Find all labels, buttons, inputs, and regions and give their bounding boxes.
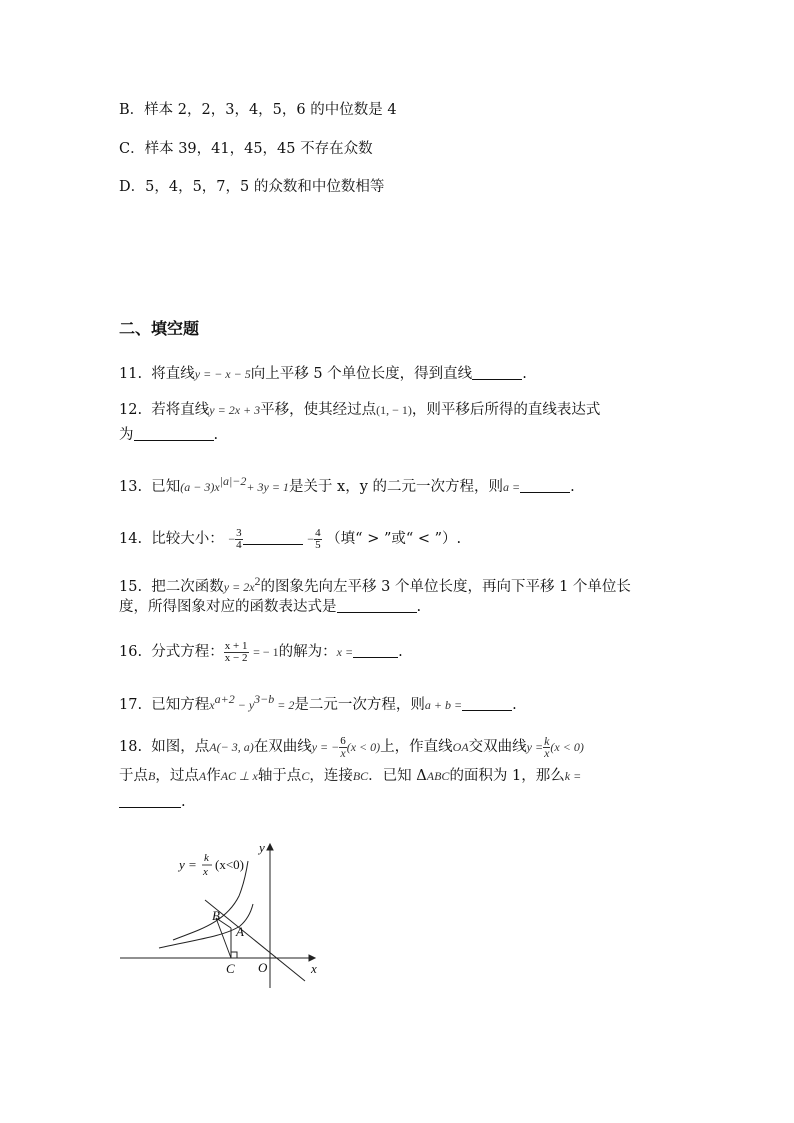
hyperbola-figure [115, 836, 335, 996]
line-oa [205, 900, 305, 981]
answer-blank[interactable] [134, 425, 214, 441]
question-18: 18. 如图，点A(− 3, a)在双曲线y = − $\frac{6}{x}$ (x < 0)上，作直线OA交双曲线y = $\frac{k}{x}$ (x < 0) [119, 733, 584, 760]
right-angle-mark [231, 952, 237, 958]
point-b-label: B [212, 908, 220, 923]
curve-label: y = [179, 857, 197, 872]
question-15-cont: 度，所得图象对应的函数表达式是 . [119, 599, 422, 615]
question-13: 13. 已知$(a - 3)x^{|a|-2}+ 3y = 1$是关于 x，y 的二元一次方程，则a = . [119, 474, 575, 495]
point-c-label: C [226, 961, 235, 976]
answer-blank[interactable] [353, 642, 398, 658]
question-16: 16. 分式方程： $\frac{x + 1}{x - 2}$ = − 1的解为：x = . [119, 639, 403, 664]
option-b: B．样本 2，2，3，4，5，6 的中位数是 4 [119, 102, 397, 118]
option-d: D．5，4，5，7，5 的众数和中位数相等 [119, 179, 385, 195]
question-14: 14. 比较大小： − $\frac{3}{4}$ − $\frac{4}{5}$ （填“ > ”或“ < ”）. [119, 526, 462, 551]
svg-text:k: k [204, 852, 209, 864]
answer-blank[interactable] [462, 695, 512, 711]
fraction-x: $\frac{x + 1}{x - 2}$ [224, 639, 248, 664]
point-a-label: A [236, 924, 244, 939]
answer-blank[interactable] [337, 597, 417, 613]
answer-blank[interactable] [243, 529, 303, 545]
svg-text:x: x [203, 866, 208, 878]
origin-label: O [258, 960, 268, 975]
y-axis-label: y [259, 840, 265, 855]
fraction-4-5: $\frac{4}{5}$ [315, 526, 321, 551]
question-12: 12. 若将直线y = 2x + 3平移，使其经过点(1, − 1)，则平移后所得的直线表达式 [119, 402, 601, 418]
question-12-cont: 为 . [119, 427, 219, 443]
x-axis-label: x [311, 961, 317, 976]
question-18-end: . [119, 792, 186, 812]
question-18-cont: 于点B，过点A作AC ⊥ x轴于点C，连接BC．已知 ΔABC的面积为 1，那么k = [119, 768, 582, 784]
question-17: 17. 已知方程$x^{a+2} - y^{3-b} = 2$是二元一次方程，则a + b = . [119, 692, 517, 713]
segment-bc [216, 918, 231, 958]
answer-blank[interactable] [472, 364, 522, 380]
y-axis-arrow [267, 844, 273, 850]
answer-blank[interactable] [119, 792, 181, 808]
fraction-3-4: $\frac{3}{4}$ [236, 526, 242, 551]
answer-blank[interactable] [520, 477, 570, 493]
svg-text:(x<0): (x<0) [215, 857, 244, 872]
section-title: 二、填空题 [119, 319, 200, 338]
question-15: 15. 把二次函数$y = 2x^2$的图象先向左平移 3 个单位长度，再向下平移 1 个单位长 [119, 574, 631, 595]
question-11: 11. 将直线y = − x − 5向上平移 5 个单位长度，得到直线 . [119, 366, 527, 382]
option-c: C．样本 39，41，45，45 不存在众数 [119, 141, 373, 157]
